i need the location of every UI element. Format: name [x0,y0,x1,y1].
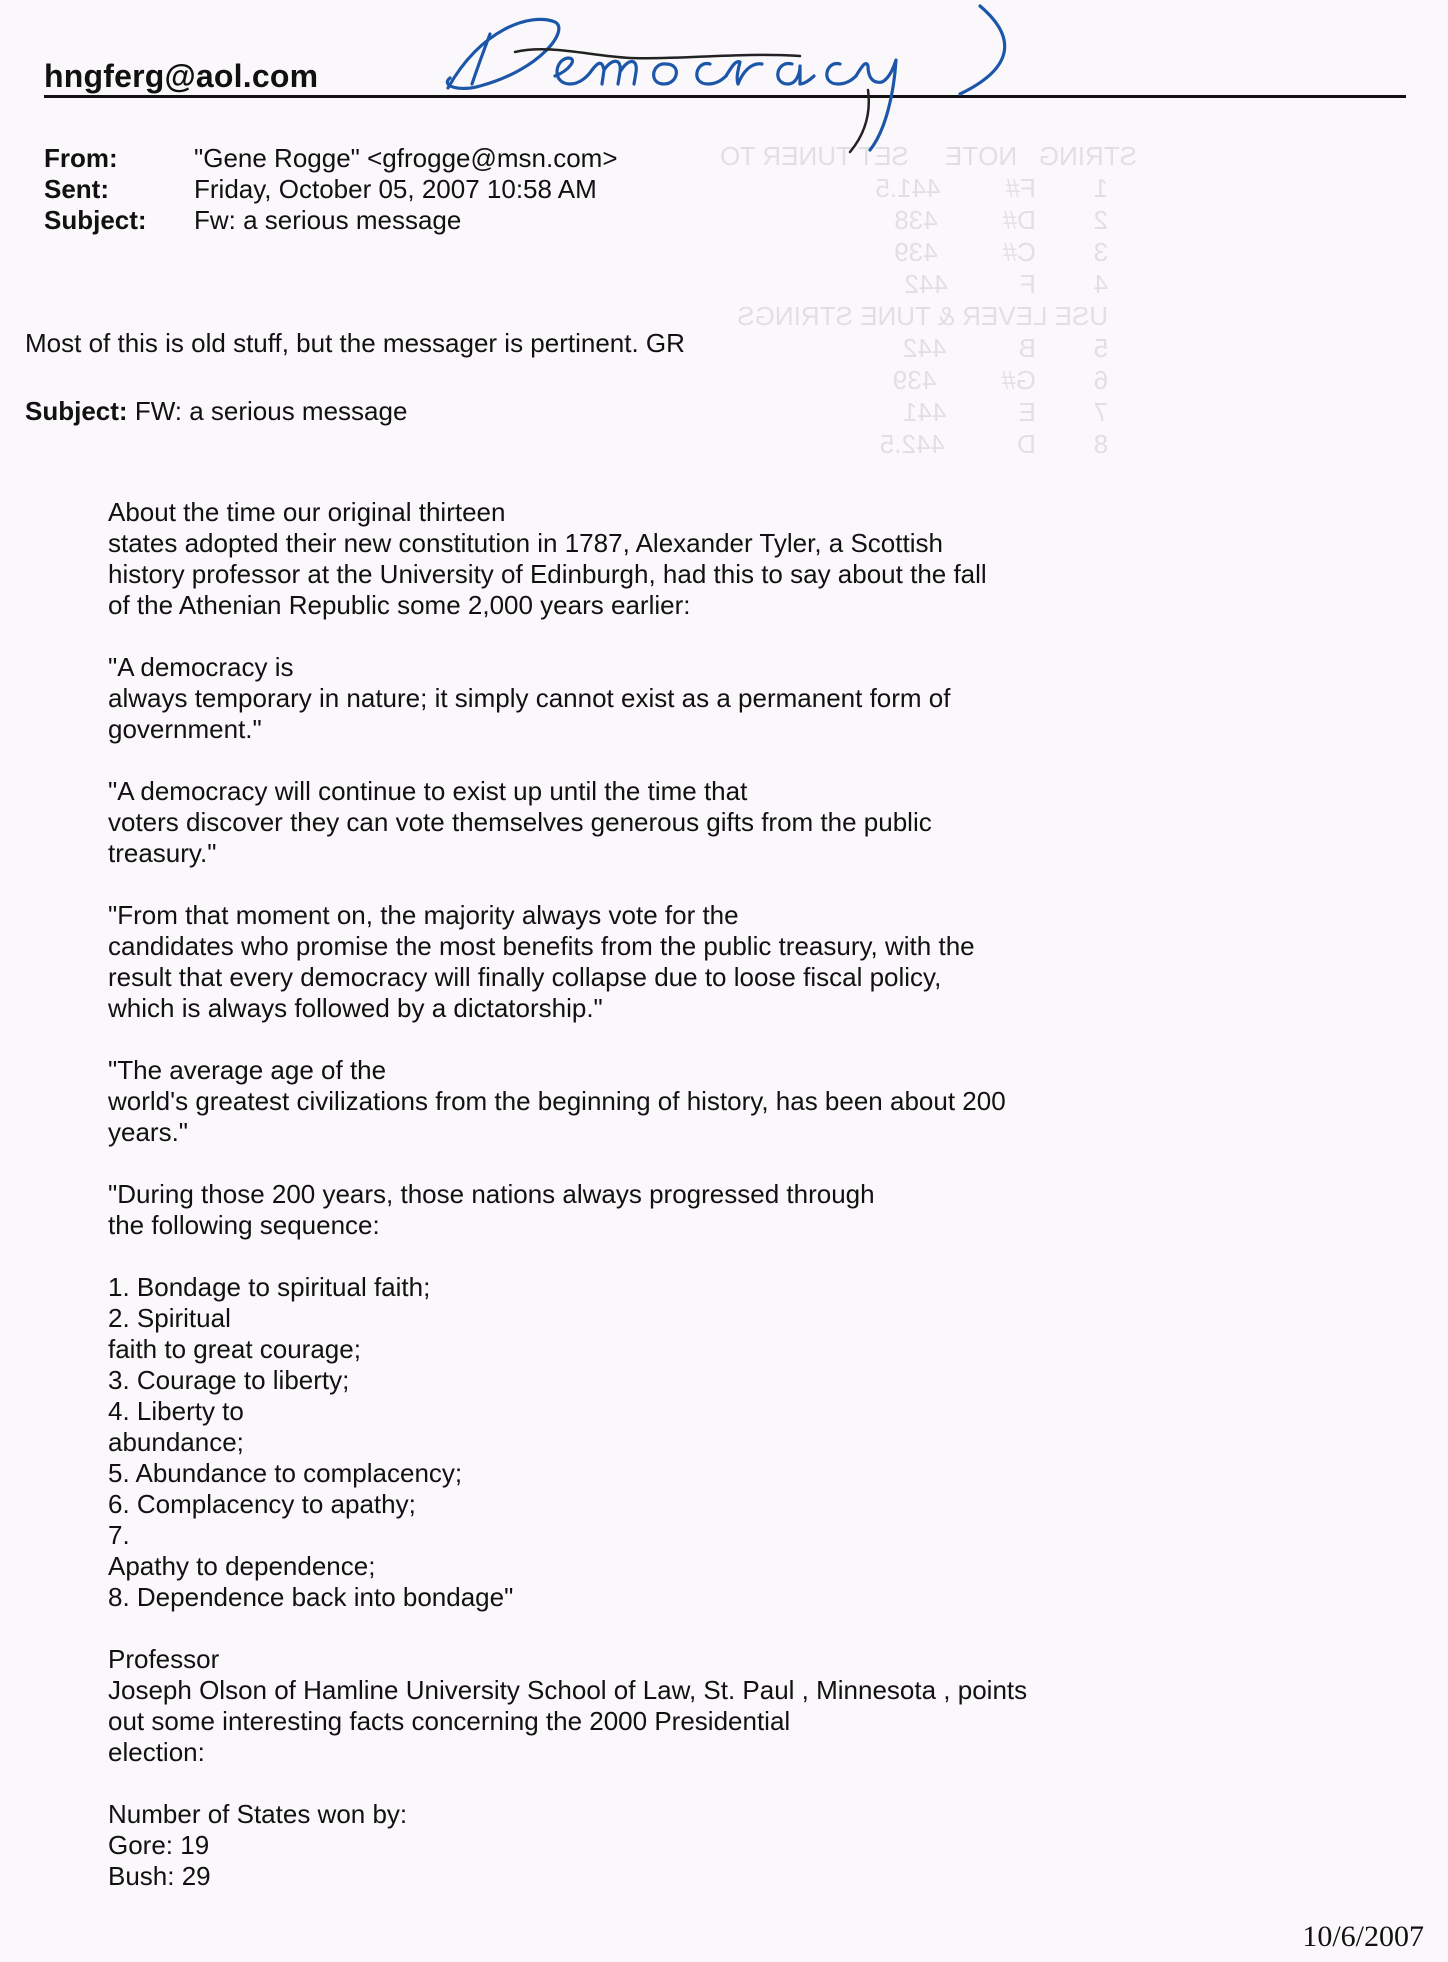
body-line: Number of States won by: [108,1799,408,1829]
subject-label: Subject: [44,205,147,235]
forwarded-subject [25,396,407,427]
body-line: treasury." [108,838,217,868]
body-line: which is always followed by a dictatorship." [108,993,603,1023]
body-line: out some interesting facts concerning the 2000 Presidential [108,1706,791,1736]
body-line: candidates who promise the most benefits from the public treasury, with the [108,931,975,961]
body-paragraph [108,1799,1128,1892]
intro-note: Most of this is old stuff, but the messager is pertinent. GR [25,328,685,358]
body-paragraph [108,776,1128,869]
body-line: voters discover they can vote themselves generous gifts from the public [108,807,932,837]
message-body [108,497,1128,1923]
body-line: 8. Dependence back into bondage" [108,1582,514,1612]
body-line: election: [108,1737,205,1767]
forwarded-subject-label: Subject: [25,396,128,426]
body-paragraph [108,900,1128,1024]
body-line: Bush: 29 [108,1861,211,1891]
body-line: history professor at the University of Edinburgh, had this to say about the fall [108,559,987,589]
body-line: Joseph Olson of Hamline University School of Law, St. Paul , Minnesota , points [108,1675,1028,1705]
body-line: 1. Bondage to spiritual faith; [108,1272,431,1302]
body-paragraph [108,1179,1128,1241]
body-line: "A democracy will continue to exist up until the time that [108,776,748,806]
from-label: From: [44,143,118,173]
print-date: 10/6/2007 [1302,1920,1424,1953]
body-line: 6. Complacency to apathy; [108,1489,416,1519]
forwarded-subject-value: FW: a serious message [134,396,408,426]
body-paragraph [108,1272,1128,1613]
body-line: 2. Spiritual [108,1303,231,1333]
account-email: hngferg@aol.com [44,58,319,94]
body-line: "The average age of the [108,1055,387,1085]
body-line: states adopted their new constitution in 1787, Alexander Tyler, a Scottish [108,528,943,558]
body-line: Gore: 19 [108,1830,210,1860]
body-line: 7. [108,1520,130,1550]
body-paragraph [108,497,1128,621]
body-line: 4. Liberty to [108,1396,244,1426]
body-line: "A democracy is [108,652,294,682]
body-line: of the Athenian Republic some 2,000 years earlier: [108,590,691,620]
body-line: the following sequence: [108,1210,380,1240]
body-line: result that every democracy will finally collapse due to loose fiscal policy, [108,962,942,992]
body-line: 3. Courage to liberty; [108,1365,350,1395]
body-line: always temporary in nature; it simply cannot exist as a permanent form of [108,683,951,713]
body-line: faith to great courage; [108,1334,361,1364]
body-line: Apathy to dependence; [108,1551,376,1581]
email-header [44,143,744,243]
body-paragraph [108,1644,1128,1768]
body-line: government." [108,714,262,744]
sent-value: Friday, October 05, 2007 10:58 AM [194,174,597,204]
sent-label: Sent: [44,174,109,204]
body-paragraph [108,652,1128,745]
body-line: About the time our original thirteen [108,497,506,527]
body-line: world's greatest civilizations from the beginning of history, has been about 200 [108,1086,1006,1116]
body-paragraph [108,1055,1128,1148]
subject-value: Fw: a serious message [194,205,462,235]
body-line: Professor [108,1644,220,1674]
body-line: 5. Abundance to complacency; [108,1458,463,1488]
body-line: "From that moment on, the majority always vote for the [108,900,739,930]
body-line: "During those 200 years, those nations always progressed through [108,1179,875,1209]
from-value: "Gene Rogge" <gfrogge@msn.com> [194,143,618,173]
body-line: years." [108,1117,189,1147]
bleed-through-text: STRING NOTE SET TUNER TO 1 F# 441.5 2 D# 438 3 C# 439 4 F 442 USE LEVER & TUNE STRINGS 5 B 442 6 G# 439 7 E 441 8 D 442.5 [720,141,1138,459]
body-line: abundance; [108,1427,244,1457]
